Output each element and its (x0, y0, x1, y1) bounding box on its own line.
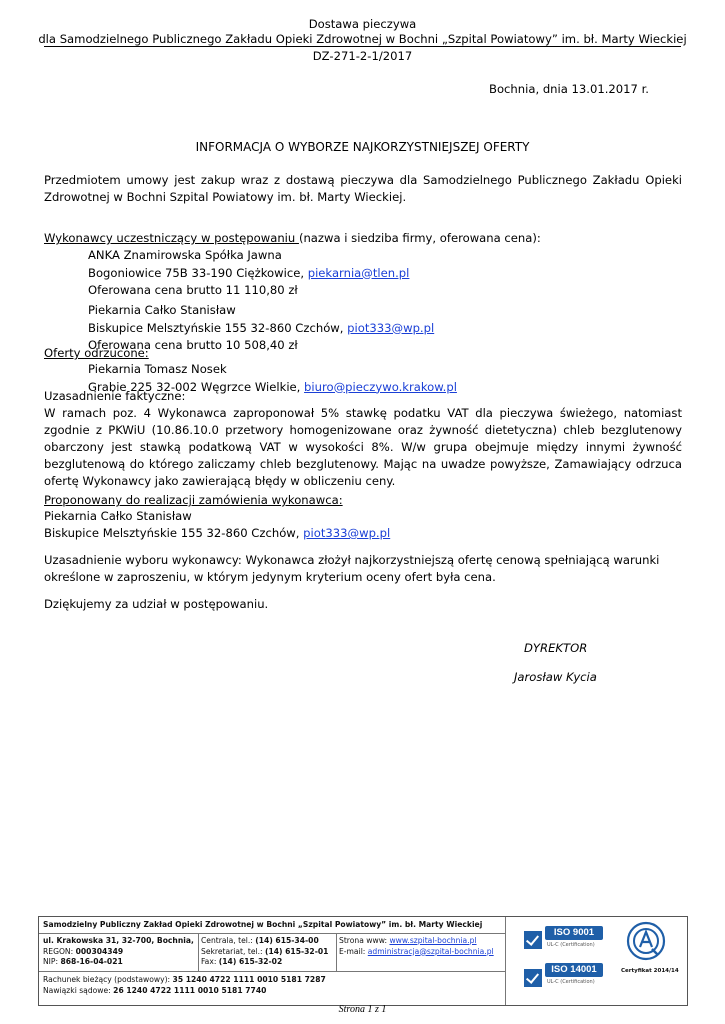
footer-central-label: Centrala, tel.: (201, 936, 256, 945)
footer-email-label: E-mail: (339, 946, 368, 956)
quality-certificate-logo-icon (625, 920, 667, 962)
selected-firm-address (44, 525, 390, 542)
footer-www-link[interactable]: www.szpital-bochnia.pl (389, 936, 477, 945)
firm-1-price: Oferowana cena brutto 11 110,80 zł (88, 283, 298, 297)
rejection-reason: W ramach poz. 4 Wykonawca zaproponował 5% stawkę podatku VAT dla pieczywa świeżego, natomiast zgodnie z PKWiU (10.86.10.0 przetwory homogenizowane oraz żywność dietetyczna) chleb bezglutenowy obarczony jest stawką podatkową VAT w wysokości 8%. W/w grupa obejmuje między innymi żywność bezglutenową do którego zaliczamy chleb bezglutenowy. Mając na uwadze powyższe, Zamawiający odrzuca ofertę Wykonawcy jako zawierającą błędy w obliczeniu ceny. (44, 406, 682, 488)
footer-central-value: (14) 615-34-00 (255, 936, 319, 945)
footer-box (38, 916, 688, 1006)
footer-phones-block (201, 936, 328, 968)
footer-divider-1 (198, 933, 199, 971)
iso-9001-check-icon (524, 931, 542, 949)
signature-name: Jarosław Kycia (514, 670, 597, 684)
selected-firm-name: Piekarnia Całko Stanisław (44, 509, 192, 523)
footer-regon-value: 000304349 (75, 946, 124, 956)
footer-fax-label: Fax: (201, 957, 219, 966)
firm-1 (88, 247, 409, 300)
footer-divider-bottom (39, 971, 505, 972)
footer-divider-top (39, 933, 505, 934)
thanks-line: Dziękujemy za udział w postępowaniu. (44, 597, 269, 611)
footer-email-link[interactable]: administracja@szpital-bochnia.pl (367, 946, 494, 956)
header-subtitle: dla Samodzielnego Publicznego Zakładu Opieki Zdrowotnej w Bochni „Szpital Powiatowy” im. bł. Marty Wieckiej (38, 32, 687, 46)
footer-org: Samodzielny Publiczny Zakład Opieki Zdrowotnej w Bochni „Szpital Powiatowy” im. bł. Marty Wieckiej (43, 920, 483, 929)
footer-web-block (339, 936, 494, 957)
intro-paragraph: Przedmiotem umowy jest zakup wraz z dostawą pieczywa dla Samodzielnego Publicznego Zakładu Opieki Zdrowotnej w Bochni Szpital Powiatowy im. bł. Marty Wieckiej. (44, 173, 682, 204)
rejected-heading: Oferty odrzucone: (44, 346, 149, 360)
footer-court-value: 26 1240 4722 1111 0010 5181 7740 (113, 985, 267, 995)
firm-2-name: Piekarnia Całko Stanisław (88, 303, 236, 317)
footer-divider-2 (336, 933, 337, 971)
footer-fax-value: (14) 615-32-02 (218, 957, 283, 966)
firm-1-email-link[interactable]: piekarnia@tlen.pl (307, 265, 410, 280)
footer-email (339, 947, 494, 958)
iso-9001-sub: UL-C (Certification) (547, 942, 595, 948)
footer-account (43, 975, 326, 986)
rejected-firm-address-text: Grabie 225 32-002 Węgrzce Wielkie, (88, 379, 305, 394)
footer-nip-label: NIP: (43, 957, 61, 966)
footer-secretariat-value: (14) 615-32-01 (264, 946, 329, 956)
iso-14001-badge: ISO 14001 (545, 963, 603, 977)
footer-central (201, 936, 328, 947)
participants-heading (44, 231, 541, 245)
selection-justification: Uzasadnienie wyboru wykonawcy: Wykonawca złożył najkorzystniejszą ofertę cenową spełniającą warunki określone w zaproszeniu, w którym jedynym kryterium oceny ofert była cena. (44, 553, 660, 584)
firm-1-address-text: Bogoniowice 75B 33-190 Ciężkowice, (88, 265, 308, 280)
header-title: Dostawa pieczywa (308, 17, 417, 31)
header-rule (44, 46, 681, 47)
signature-role: DYREKTOR (524, 641, 588, 655)
rejection-reason-heading: Uzasadnienie faktyczne: (44, 389, 186, 403)
footer-court (43, 986, 326, 997)
page-number: Strona 1 z 1 (338, 1004, 387, 1015)
firm-1-address (88, 265, 409, 283)
firm-2-price: Oferowana cena brutto 10 508,40 zł (88, 338, 298, 352)
selected-firm (44, 508, 390, 542)
firm-2-email-link[interactable]: piot333@wp.pl (347, 320, 435, 335)
footer-regon (43, 947, 194, 958)
footer-fax (201, 957, 328, 968)
footer-www-label: Strona www: (339, 936, 390, 945)
participants-heading-note: (nazwa i siedziba firmy, oferowana cena): (298, 231, 541, 245)
footer-accounts-block (43, 975, 326, 996)
footer-nip-value: 868-16-04-021 (60, 957, 123, 966)
firm-2-address (88, 320, 434, 338)
date-line: Bochnia, dnia 13.01.2017 r. (489, 82, 649, 96)
document-title: INFORMACJA O WYBORZE NAJKORZYSTNIEJSZEJ OFERTY (195, 140, 530, 154)
iso-14001-sub: UL-C (Certification) (547, 979, 595, 985)
footer-nip (43, 957, 194, 968)
selected-heading: Proponowany do realizacji zamówienia wykonawca: (44, 493, 343, 507)
footer-account-label: Rachunek bieżący (podstawowy): (43, 975, 173, 984)
iso-14001-check-icon (524, 969, 542, 987)
document-reference: DZ-271-2-1/2017 (312, 49, 413, 63)
iso-9001-badge: ISO 9001 (545, 926, 603, 940)
selected-email-link[interactable]: piot333@wp.pl (303, 526, 391, 540)
selected-firm-address-text: Biskupice Melsztyńskie 155 32-860 Czchów, (44, 526, 304, 540)
rejected-email-link[interactable]: biuro@pieczywo.krakow.pl (304, 379, 457, 394)
firm-1-name: ANKA Znamirowska Spółka Jawna (88, 248, 282, 262)
footer-address: ul. Krakowska 31, 32-700, Bochnia, (43, 936, 194, 945)
footer-account-value: 35 1240 4722 1111 0010 5181 7287 (172, 975, 326, 984)
footer-regon-label: REGON: (43, 946, 76, 956)
footer-divider-logos (505, 917, 506, 1005)
participants-heading-label: Wykonawcy uczestniczący w postępowaniu (44, 231, 299, 245)
footer-address-block (43, 936, 194, 968)
firm-2-address-text: Biskupice Melsztyńskie 155 32-860 Czchów, (88, 320, 348, 335)
certificate-label: Certyfikat 2014/14 (621, 968, 679, 974)
footer-www (339, 936, 494, 947)
rejected-firm-name: Piekarnia Tomasz Nosek (88, 362, 227, 376)
footer-secretariat-label: Sekretariat, tel.: (201, 946, 265, 956)
footer-secretariat (201, 947, 328, 958)
footer-court-label: Nawiązki sądowe: (43, 985, 114, 995)
